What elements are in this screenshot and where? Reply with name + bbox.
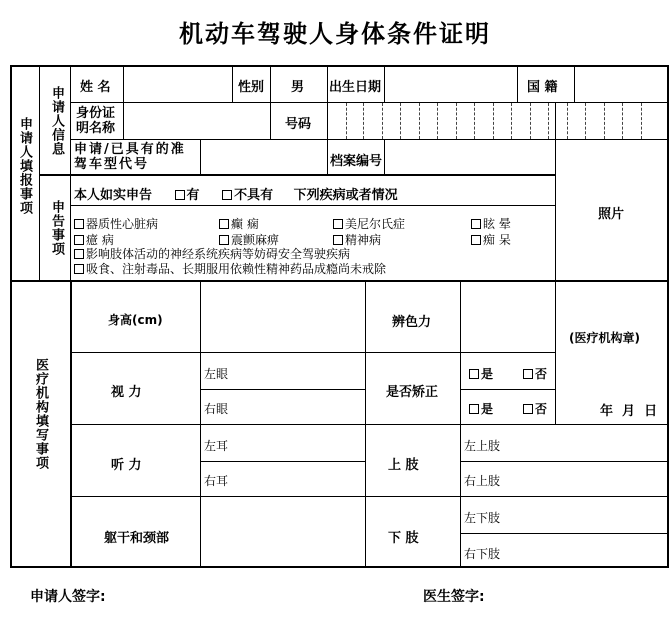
right-lower-limb-label: 右下肢 [464, 547, 501, 561]
option-yes[interactable]: 有 [175, 188, 200, 203]
corrected-left-no[interactable]: 否 [523, 365, 547, 382]
left-upper-limb-label: 左上肢 [464, 439, 501, 453]
torso-neck-label: 躯干和颈部 [104, 531, 170, 546]
applicant-info-label: 申请人信息 [49, 86, 64, 156]
checkbox[interactable] [523, 369, 533, 379]
checkbox[interactable] [219, 219, 229, 229]
right-upper-limb-label: 右上肢 [464, 474, 501, 488]
torso-neck-field[interactable] [201, 497, 364, 566]
declaration-statement [74, 184, 398, 203]
checkbox[interactable] [74, 235, 84, 245]
disease-item[interactable]: 震颤麻痹 [219, 231, 279, 248]
birth-date-label: 出生日期 [329, 80, 382, 95]
file-number-field[interactable] [385, 140, 667, 174]
checkbox-no[interactable] [222, 190, 232, 200]
stamp-date: 年 月 日 [600, 404, 658, 419]
corrected-label: 是否矫正 [386, 385, 439, 400]
birth-date-field[interactable] [385, 67, 516, 101]
upper-limb-label: 上 肢 [388, 458, 419, 473]
name-field[interactable] [124, 67, 231, 101]
id-number-field[interactable] [328, 103, 667, 138]
corrected-right-yes[interactable]: 是 [469, 400, 493, 417]
right-eye-label: 右眼 [204, 402, 229, 416]
id-number-label: 号码 [285, 117, 312, 132]
checkbox[interactable] [471, 219, 481, 229]
checkbox[interactable] [219, 235, 229, 245]
declaration-prefix: 本人如实申告 [74, 188, 153, 203]
name-label: 姓 名 [80, 80, 111, 95]
disease-item[interactable]: 精神病 [333, 231, 381, 248]
disease-item[interactable]: 癔 病 [74, 231, 114, 248]
checkbox[interactable] [469, 404, 479, 414]
left-ear-label: 左耳 [204, 439, 229, 453]
license-type-field[interactable] [201, 140, 326, 174]
declaration-label: 申告事项 [49, 200, 64, 256]
disease-item[interactable]: 美尼尔氏症 [333, 215, 405, 232]
photo-label: 照片 [598, 207, 625, 222]
license-type-label: 申请/已具有的准驾车型代号 [74, 142, 186, 172]
vision-label: 视 力 [111, 385, 142, 400]
file-number-label: 档案编号 [330, 154, 383, 169]
left-lower-limb-label: 左下肢 [464, 511, 501, 525]
id-document-field[interactable] [124, 103, 269, 138]
declaration-suffix: 下列疾病或者情况 [293, 188, 398, 203]
id-document-label: 身份证明名称 [76, 106, 116, 136]
nationality-label: 国 籍 [527, 80, 558, 95]
left-eye-label: 左眼 [204, 367, 229, 381]
doctor-signature-label: 医生签字: [423, 589, 485, 605]
lower-limb-label: 下 肢 [388, 531, 419, 546]
checkbox[interactable] [74, 219, 84, 229]
gender-value: 男 [291, 80, 305, 95]
corrected-left-yes[interactable]: 是 [469, 365, 493, 382]
hearing-label: 听 力 [111, 458, 142, 473]
color-vision-label: 辨色力 [392, 315, 432, 330]
nationality-field[interactable] [575, 67, 667, 101]
corrected-right-no[interactable]: 否 [523, 400, 547, 417]
applicant-section-label: 申请人填报事项 [17, 117, 32, 215]
checkbox[interactable] [523, 404, 533, 414]
disease-item[interactable]: 影响肢体活动的神经系统疾病等妨碍安全驾驶疾病 [74, 245, 350, 262]
disease-item[interactable]: 器质性心脏病 [74, 215, 158, 232]
disease-item[interactable]: 痴 呆 [471, 231, 511, 248]
disease-item[interactable]: 吸食、注射毒品、长期服用依赖性精神药品成瘾尚未戒除 [74, 260, 386, 277]
checkbox[interactable] [333, 219, 343, 229]
applicant-signature-label: 申请人签字: [30, 589, 106, 605]
page-title: 机动车驾驶人身体条件证明 [179, 19, 491, 48]
gender-label: 性别 [238, 80, 265, 95]
color-vision-field[interactable] [461, 282, 554, 351]
checkbox[interactable] [74, 249, 84, 259]
medical-section-label: 医疗机构填写事项 [33, 358, 48, 470]
disease-item[interactable]: 眩 晕 [471, 215, 511, 232]
stamp-label: (医疗机构章) [569, 331, 640, 345]
right-ear-label: 右耳 [204, 474, 229, 488]
checkbox[interactable] [469, 369, 479, 379]
checkbox-yes[interactable] [175, 190, 185, 200]
disease-item[interactable]: 癫 痫 [219, 215, 259, 232]
height-label: 身高(cm) [108, 313, 163, 327]
height-field[interactable] [201, 282, 364, 351]
checkbox[interactable] [74, 264, 84, 274]
checkbox[interactable] [333, 235, 343, 245]
option-no[interactable]: 不具有 [222, 188, 273, 203]
checkbox[interactable] [471, 235, 481, 245]
